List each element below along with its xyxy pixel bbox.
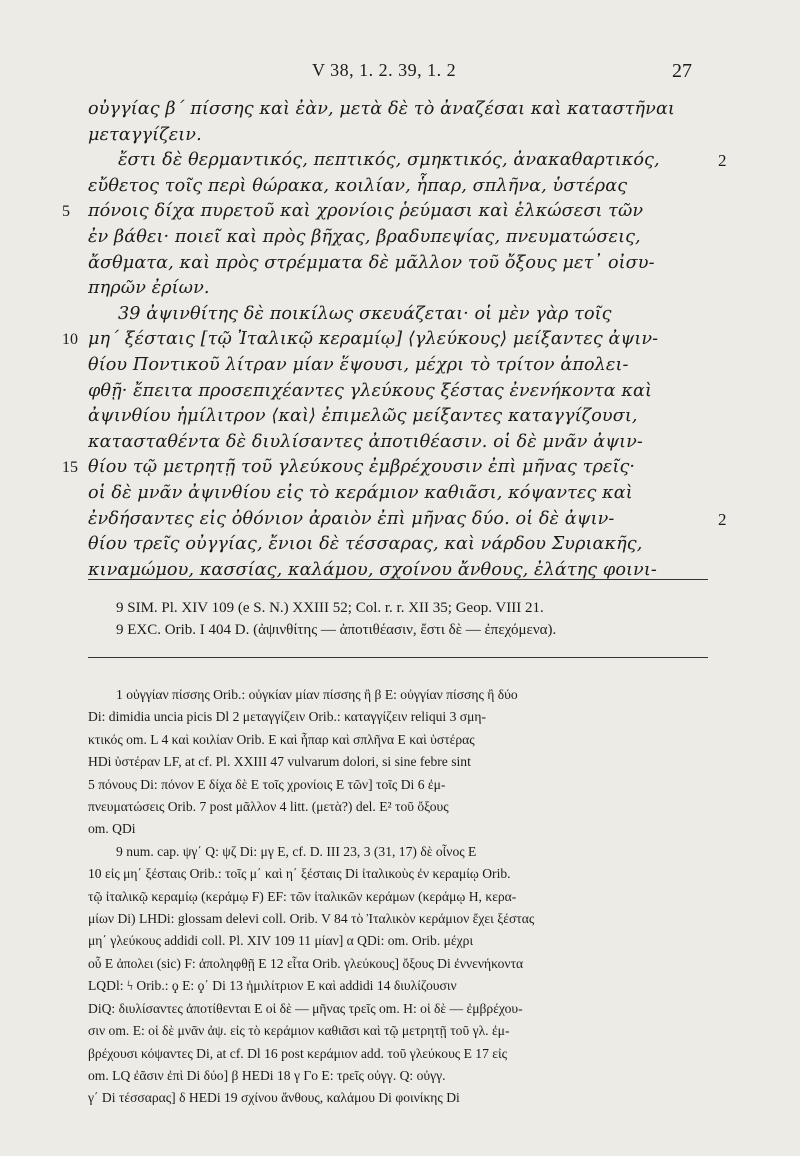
text-line: οἱ δὲ μνᾶν ἀψινθίου εἰς τὸ κεράμιον καθιᾶσι, κόψαντες καὶ xyxy=(88,482,633,503)
section-marker: 2 xyxy=(718,509,727,529)
text-line: φθῇ· ἔπειτα προσεπιχέαντες γλεύκους ξέστας ἐνενήκοντα καὶ xyxy=(88,380,653,401)
text-line: ἄσθματα, καὶ πρὸς στρέμματα δὲ μᾶλλον τοῦ ὄξους μετ᾽ οἰσυ- xyxy=(88,252,655,273)
testimonia-line: 9 EXC. Orib. I 404 D. (ἀψινθίτης — ἀποτιθέασιν, ἔστι δὲ — ἐπεχόμενα). xyxy=(116,622,557,638)
running-head: V 38, 1. 2. 39, 1. 2 xyxy=(312,60,457,80)
apparatus-line: μη΄ γλεύκους addidi coll. Pl. XIV 109 11 μίαν] α QDi: om. Orib. μέχρι xyxy=(88,933,474,949)
text-line: ἐν βάθει· ποιεῖ καὶ πρὸς βῆχας, βραδυπεψίας, πνευματώσεις, xyxy=(88,226,641,247)
apparatus-line: γ΄ Di τέσσαρας] δ HEDi 19 σχίνου ἄνθους, καλάμου Di φοινίκης Di xyxy=(88,1090,460,1106)
apparatus-line: τῷ ἰταλικῷ κεραμίῳ (κεράμῳ F) EF: τῶν ἰταλικῶν κεράμων (κεράμῳ H, κερα- xyxy=(88,888,517,904)
apparatus-line: πνευματώσεις Orib. 7 post μᾶλλον 4 litt. (μετὰ?) del. E² τοῦ ὄξους xyxy=(88,799,449,815)
text-line: πόνοις δίχα πυρετοῦ καὶ χρονίοις ῥεύμασι καὶ ἑλκώσεσι τῶν xyxy=(88,201,644,222)
text-line: κατασταθέντα δὲ διυλίσαντες ἀποτιθέασιν. οἱ δὲ μνᾶν ἀψιν- xyxy=(88,431,643,452)
page-number: 27 xyxy=(672,60,692,82)
testimonia-rule xyxy=(88,579,708,580)
apparatus-line: 10 εἰς μη΄ ξέσταις Orib.: τοῖς μ΄ καὶ η΄ ξέσταις Di ἰταλικοὺς ἐν κεραμίῳ Orib. xyxy=(88,866,511,882)
apparatus-line: 5 πόνους Di: πόνον E δίχα δὲ E τοῖς χρονίοις E τῶν] τοῖς Di 6 ἐμ- xyxy=(88,776,446,792)
page-header xyxy=(0,60,800,86)
line-number: 5 xyxy=(62,203,70,221)
line-number: 10 xyxy=(62,331,78,349)
main-text xyxy=(88,97,708,583)
apparatus-line: βρέχουσι κόψαντες Di, at cf. Dl 16 post κεράμιον add. τοῦ γλεύκους E 17 εἰς xyxy=(88,1045,508,1061)
text-line: ἐνδήσαντες εἰς ὀθόνιον ἀραιὸν ἐπὶ μῆνας δύο. οἱ δὲ ἀψιν- xyxy=(88,508,615,529)
apparatus-line: μίων Di) LHDi: glossam delevi coll. Orib. V 84 τὸ Ἰταλικὸν κεράμιον ἔχει ξέστας xyxy=(88,911,535,927)
testimonia xyxy=(116,597,716,641)
apparatus-line: LQDl: ϟ Orib.: ϙ E: ϙ΄ Di 13 ἡμιλίτριον E καὶ addidi 14 διυλίζουσιν xyxy=(88,978,457,994)
text-line: οὐγγίας β΄ πίσσης καὶ ἐὰν, μετὰ δὲ τὸ ἀναζέσαι καὶ καταστῆναι xyxy=(88,99,675,119)
line-number: 15 xyxy=(62,459,78,477)
text-line: κιναμώμου, κασσίας, καλάμου, σχοίνου ἄνθους, ἐλάτης φοινι- xyxy=(88,559,657,580)
apparatus-line: HDi ὑστέραν LF, at cf. Pl. XXIII 47 vulvarum dolori, si sine febre sint xyxy=(88,754,471,770)
apparatus-line: 1 οὐγγίαν πίσσης Orib.: οὐγκίαν μίαν πίσσης ἢ β E: οὐγγίαν πίσσης ἢ δύο xyxy=(116,687,518,702)
apparatus-line: σιν om. E: οἱ δὲ μνᾶν ἀψ. εἰς τὸ κεράμιον καθιᾶσι καὶ τῷ μετρητῇ τοῦ γλ. ἐμ- xyxy=(88,1023,510,1039)
text-line: πηρῶν ἐρίων. xyxy=(88,278,210,299)
apparatus-line: om. QDi xyxy=(88,821,136,837)
apparatus-line: 9 num. cap. ψγ΄ Q: ψζ Di: μγ E, cf. D. III 23, 3 (31, 17) δὲ οἶνος E xyxy=(116,843,477,859)
apparatus-line: Di: dimidia uncia picis Dl 2 μεταγγίζειν Orib.: καταγγίζειν reliqui 3 σμη- xyxy=(88,709,487,725)
text-line: θίου τῷ μετρητῇ τοῦ γλεύκους ἐμβρέχουσιν ἐπὶ μῆνας τρεῖς· xyxy=(88,457,636,478)
text-line: ἀψινθίου ἡμίλιτρον ⟨καὶ⟩ ἐπιμελῶς μείξαντες καταγγίζουσι, xyxy=(88,406,638,427)
text-line: εὔθετος τοῖς περὶ θώρακα, κοιλίαν, ἧπαρ, σπλῆνα, ὑστέρας xyxy=(88,175,628,196)
apparatus-line: οὗ E ἀπολει (sic) F: ἀποληφθῇ E 12 εἶτα Orib. γλεύκους] ὄξους Di ἐννενήκοντα xyxy=(88,955,524,971)
text-line: μη΄ ξέσταις [τῷ Ἰταλικῷ κεραμίῳ] ⟨γλεύκους⟩ μείξαντες ἀψιν- xyxy=(88,329,659,350)
text-line: 39 ἀψινθίτης δὲ ποικίλως σκευάζεται· οἱ μὲν γὰρ τοῖς xyxy=(118,303,612,324)
apparatus-rule xyxy=(88,657,708,658)
text-line: μεταγγίζειν. xyxy=(88,124,202,145)
apparatus-line: DiQ: διυλίσαντες ἀποτίθενται E οἱ δὲ — μῆνας τρεῖς om. H: οἱ δὲ — ἐμβρέχου- xyxy=(88,1000,523,1016)
testimonia-line: 9 SIM. Pl. XIV 109 (e S. N.) XXIII 52; Col. r. r. XII 35; Geop. VIII 21. xyxy=(116,600,544,616)
section-marker: 2 xyxy=(718,151,727,171)
text-line: ἔστι δὲ θερμαντικός, πεπτικός, σμηκτικός, ἀνακαθαρτικός, xyxy=(118,150,660,171)
text-line: θίου τρεῖς οὐγγίας, ἔνιοι δὲ τέσσαρας, καὶ νάρδου Συριακῆς, xyxy=(88,534,643,555)
apparatus-line: κτικός om. L 4 καὶ κοιλίαν Orib. E καὶ ἧπαρ καὶ σπλῆνα E καὶ ὑστέρας xyxy=(88,731,475,747)
apparatus-line: om. LQ ἐᾶσιν ἐπὶ Di δύο] β HEDi 18 γ Γο E: τρεῖς οὐγγ. Q: οὐγγ. xyxy=(88,1067,446,1083)
text-line: θίου Ποντικοῦ λίτραν μίαν ἕψουσι, μέχρι τὸ τρίτον ἀπολει- xyxy=(88,354,629,375)
critical-apparatus xyxy=(88,684,712,1110)
